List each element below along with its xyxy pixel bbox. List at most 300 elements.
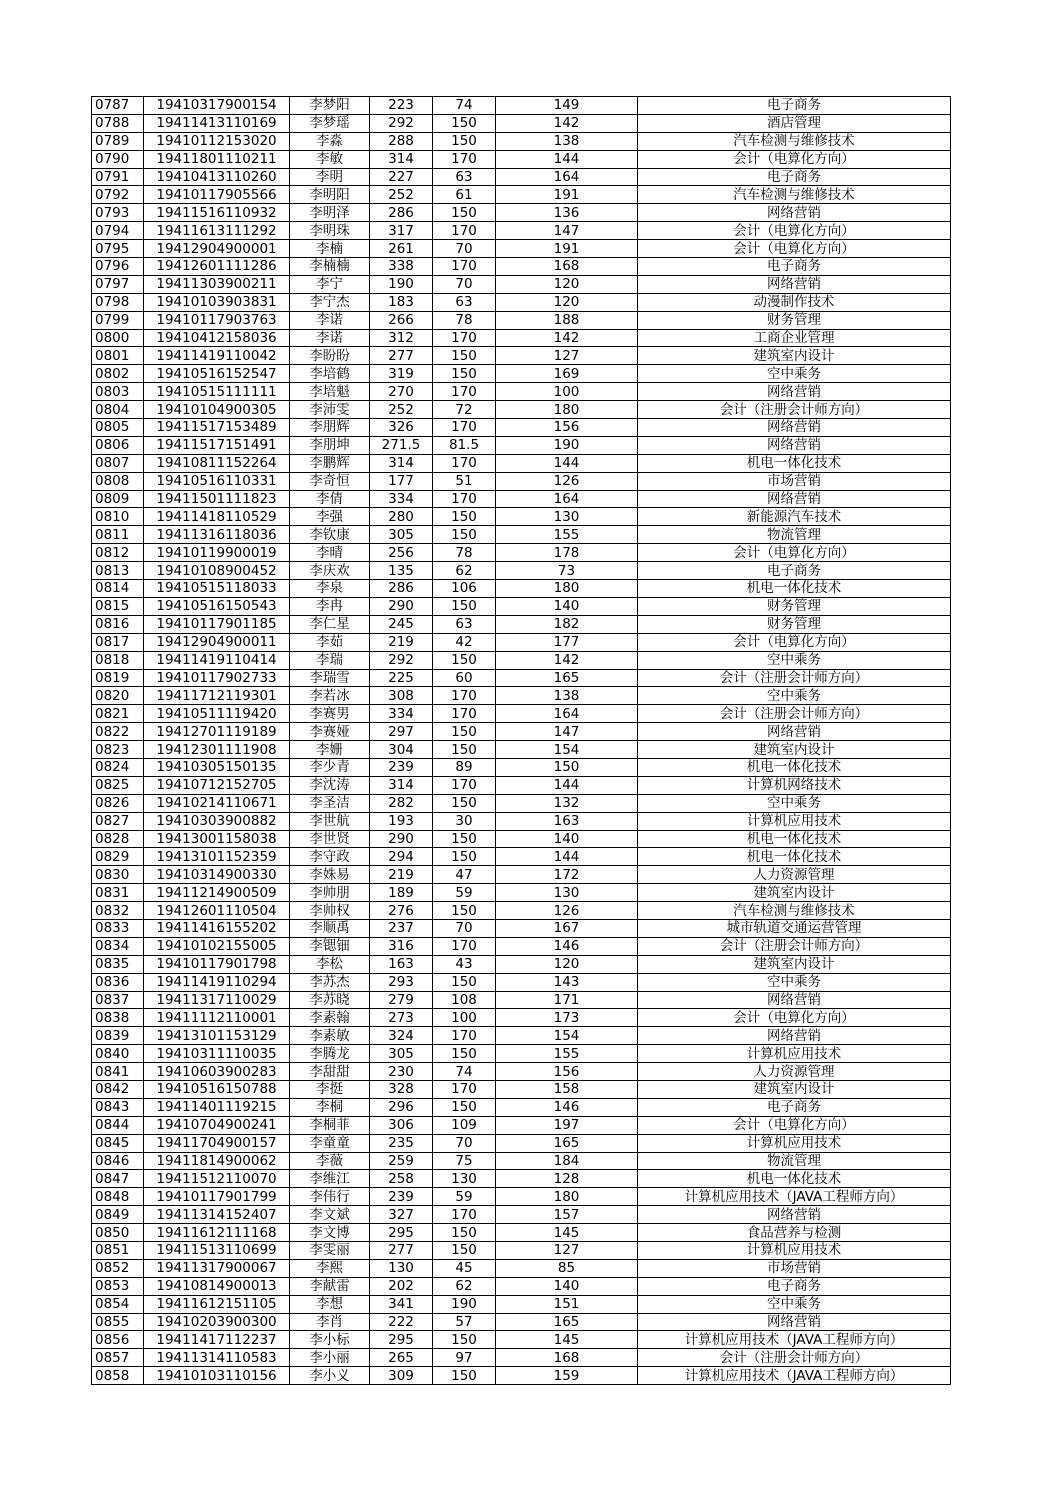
row-number-cell: 0789 xyxy=(92,132,144,150)
major-cell: 工商企业管理 xyxy=(638,329,951,347)
total-score-cell: 334 xyxy=(370,490,433,508)
row-number-cell: 0800 xyxy=(92,329,144,347)
major-cell: 财务管理 xyxy=(638,311,951,329)
row-number-cell: 0819 xyxy=(92,669,144,687)
score-a-cell: 170 xyxy=(433,490,496,508)
score-b-cell: 165 xyxy=(496,1313,638,1331)
total-score-cell: 328 xyxy=(370,1080,433,1098)
name-cell: 李庆欢 xyxy=(290,562,370,580)
name-cell: 李世贤 xyxy=(290,830,370,848)
table-row xyxy=(92,1045,951,1063)
total-score-cell: 317 xyxy=(370,222,433,240)
major-cell: 空中乘务 xyxy=(638,651,951,669)
exam-id-cell: 19410117901799 xyxy=(144,1188,290,1206)
exam-id-cell: 19411612111168 xyxy=(144,1224,290,1242)
row-number-cell: 0818 xyxy=(92,651,144,669)
name-cell: 李瑞 xyxy=(290,651,370,669)
major-cell: 汽车检测与维修技术 xyxy=(638,902,951,920)
name-cell: 李若冰 xyxy=(290,687,370,705)
table-row xyxy=(92,365,951,383)
score-b-cell: 190 xyxy=(496,436,638,454)
score-a-cell: 78 xyxy=(433,311,496,329)
score-b-cell: 147 xyxy=(496,723,638,741)
major-cell: 市场营销 xyxy=(638,472,951,490)
name-cell: 李仁星 xyxy=(290,615,370,633)
name-cell: 李小标 xyxy=(290,1331,370,1349)
score-b-cell: 167 xyxy=(496,919,638,937)
row-number-cell: 0794 xyxy=(92,222,144,240)
name-cell: 李熙 xyxy=(290,1259,370,1277)
name-cell: 李肖 xyxy=(290,1313,370,1331)
score-a-cell: 170 xyxy=(433,687,496,705)
exam-id-cell: 19410117901185 xyxy=(144,615,290,633)
exam-id-cell: 19410814900013 xyxy=(144,1277,290,1295)
total-score-cell: 256 xyxy=(370,544,433,562)
name-cell: 李盼盼 xyxy=(290,347,370,365)
name-cell: 李冉 xyxy=(290,597,370,615)
score-a-cell: 78 xyxy=(433,544,496,562)
table-row xyxy=(92,186,951,204)
major-cell: 计算机应用技术 xyxy=(638,1242,951,1260)
row-number-cell: 0847 xyxy=(92,1170,144,1188)
major-cell: 会计（注册会计师方向） xyxy=(638,937,951,955)
row-number-cell: 0803 xyxy=(92,383,144,401)
name-cell: 李松 xyxy=(290,955,370,973)
major-cell: 网络营销 xyxy=(638,1313,951,1331)
exam-id-cell: 19411517153489 xyxy=(144,419,290,437)
total-score-cell: 276 xyxy=(370,902,433,920)
table-row xyxy=(92,132,951,150)
table-row xyxy=(92,419,951,437)
name-cell: 李楠楠 xyxy=(290,258,370,276)
total-score-cell: 304 xyxy=(370,741,433,759)
exam-id-cell: 19410117902733 xyxy=(144,669,290,687)
exam-id-cell: 19410412158036 xyxy=(144,329,290,347)
name-cell: 李瑞雪 xyxy=(290,669,370,687)
row-number-cell: 0835 xyxy=(92,955,144,973)
total-score-cell: 306 xyxy=(370,1116,433,1134)
score-a-cell: 108 xyxy=(433,991,496,1009)
score-a-cell: 150 xyxy=(433,723,496,741)
total-score-cell: 261 xyxy=(370,240,433,258)
total-score-cell: 341 xyxy=(370,1295,433,1313)
major-cell: 会计（电算化方向） xyxy=(638,240,951,258)
exam-id-cell: 19411418110529 xyxy=(144,508,290,526)
major-cell: 市场营销 xyxy=(638,1259,951,1277)
name-cell: 李世航 xyxy=(290,812,370,830)
name-cell: 李童童 xyxy=(290,1134,370,1152)
total-score-cell: 265 xyxy=(370,1349,433,1367)
exam-id-cell: 19410515111111 xyxy=(144,383,290,401)
row-number-cell: 0834 xyxy=(92,937,144,955)
table-row xyxy=(92,812,951,830)
table-row xyxy=(92,758,951,776)
major-cell: 网络营销 xyxy=(638,204,951,222)
exam-id-cell: 19413101152359 xyxy=(144,848,290,866)
table-row xyxy=(92,1188,951,1206)
row-number-cell: 0790 xyxy=(92,150,144,168)
score-a-cell: 97 xyxy=(433,1349,496,1367)
row-number-cell: 0846 xyxy=(92,1152,144,1170)
score-b-cell: 126 xyxy=(496,902,638,920)
exam-id-cell: 19411112110001 xyxy=(144,1009,290,1027)
name-cell: 李泉 xyxy=(290,580,370,598)
row-number-cell: 0816 xyxy=(92,615,144,633)
name-cell: 李小义 xyxy=(290,1367,370,1385)
score-a-cell: 190 xyxy=(433,1295,496,1313)
exam-id-cell: 19411704900157 xyxy=(144,1134,290,1152)
row-number-cell: 0787 xyxy=(92,97,144,115)
exam-id-cell: 19410603900283 xyxy=(144,1063,290,1081)
row-number-cell: 0805 xyxy=(92,419,144,437)
major-cell: 城市轨道交通运营管理 xyxy=(638,919,951,937)
name-cell: 李献雷 xyxy=(290,1277,370,1295)
total-score-cell: 279 xyxy=(370,991,433,1009)
major-cell: 机电一体化技术 xyxy=(638,848,951,866)
score-a-cell: 150 xyxy=(433,347,496,365)
name-cell: 李楠 xyxy=(290,240,370,258)
total-score-cell: 135 xyxy=(370,562,433,580)
table-row xyxy=(92,633,951,651)
exam-id-cell: 19410119900019 xyxy=(144,544,290,562)
score-b-cell: 85 xyxy=(496,1259,638,1277)
total-score-cell: 252 xyxy=(370,401,433,419)
exam-id-cell: 19413101153129 xyxy=(144,1027,290,1045)
major-cell: 电子商务 xyxy=(638,258,951,276)
total-score-cell: 293 xyxy=(370,973,433,991)
exam-id-cell: 19411316118036 xyxy=(144,526,290,544)
total-score-cell: 292 xyxy=(370,114,433,132)
major-cell: 物流管理 xyxy=(638,1152,951,1170)
table-row xyxy=(92,723,951,741)
exam-id-cell: 19410516150543 xyxy=(144,597,290,615)
score-a-cell: 150 xyxy=(433,830,496,848)
table-row xyxy=(92,919,951,937)
total-score-cell: 193 xyxy=(370,812,433,830)
table-row xyxy=(92,794,951,812)
total-score-cell: 314 xyxy=(370,776,433,794)
score-a-cell: 74 xyxy=(433,97,496,115)
score-a-cell: 100 xyxy=(433,1009,496,1027)
exam-id-cell: 19410112153020 xyxy=(144,132,290,150)
exam-id-cell: 19411419110414 xyxy=(144,651,290,669)
name-cell: 李桐菲 xyxy=(290,1116,370,1134)
total-score-cell: 295 xyxy=(370,1224,433,1242)
row-number-cell: 0855 xyxy=(92,1313,144,1331)
name-cell: 李薇 xyxy=(290,1152,370,1170)
table-row xyxy=(92,669,951,687)
row-number-cell: 0844 xyxy=(92,1116,144,1134)
exam-id-cell: 19410117905566 xyxy=(144,186,290,204)
name-cell: 李明珠 xyxy=(290,222,370,240)
exam-id-cell: 19410516152547 xyxy=(144,365,290,383)
name-cell: 李挺 xyxy=(290,1080,370,1098)
total-score-cell: 305 xyxy=(370,526,433,544)
exam-id-cell: 19411214900509 xyxy=(144,884,290,902)
score-b-cell: 120 xyxy=(496,293,638,311)
score-a-cell: 150 xyxy=(433,1098,496,1116)
total-score-cell: 163 xyxy=(370,955,433,973)
total-score-cell: 334 xyxy=(370,705,433,723)
exam-id-cell: 19410314900330 xyxy=(144,866,290,884)
score-b-cell: 130 xyxy=(496,884,638,902)
exam-id-cell: 19410712152705 xyxy=(144,776,290,794)
table-row xyxy=(92,1152,951,1170)
exam-id-cell: 19411612151105 xyxy=(144,1295,290,1313)
score-a-cell: 150 xyxy=(433,902,496,920)
major-cell: 空中乘务 xyxy=(638,794,951,812)
score-a-cell: 45 xyxy=(433,1259,496,1277)
row-number-cell: 0829 xyxy=(92,848,144,866)
major-cell: 计算机网络技术 xyxy=(638,776,951,794)
total-score-cell: 326 xyxy=(370,419,433,437)
score-b-cell: 132 xyxy=(496,794,638,812)
score-b-cell: 150 xyxy=(496,758,638,776)
exam-id-cell: 19411314152407 xyxy=(144,1206,290,1224)
score-a-cell: 72 xyxy=(433,401,496,419)
major-cell: 建筑室内设计 xyxy=(638,347,951,365)
total-score-cell: 223 xyxy=(370,97,433,115)
major-cell: 会计（电算化方向） xyxy=(638,1009,951,1027)
score-a-cell: 150 xyxy=(433,848,496,866)
name-cell: 李淼 xyxy=(290,132,370,150)
score-b-cell: 180 xyxy=(496,401,638,419)
exam-id-cell: 19411801110211 xyxy=(144,150,290,168)
major-cell: 计算机应用技术 xyxy=(638,1045,951,1063)
row-number-cell: 0791 xyxy=(92,168,144,186)
exam-id-cell: 19410117901798 xyxy=(144,955,290,973)
name-cell: 李沈涛 xyxy=(290,776,370,794)
total-score-cell: 227 xyxy=(370,168,433,186)
name-cell: 李伟行 xyxy=(290,1188,370,1206)
score-a-cell: 59 xyxy=(433,1188,496,1206)
score-b-cell: 142 xyxy=(496,114,638,132)
table-row xyxy=(92,848,951,866)
table-row xyxy=(92,383,951,401)
score-a-cell: 150 xyxy=(433,597,496,615)
score-b-cell: 168 xyxy=(496,258,638,276)
row-number-cell: 0802 xyxy=(92,365,144,383)
score-b-cell: 144 xyxy=(496,150,638,168)
exam-id-cell: 19410214110671 xyxy=(144,794,290,812)
exam-id-cell: 19411416155202 xyxy=(144,919,290,937)
total-score-cell: 237 xyxy=(370,919,433,937)
major-cell: 网络营销 xyxy=(638,991,951,1009)
score-b-cell: 159 xyxy=(496,1367,638,1385)
major-cell: 空中乘务 xyxy=(638,365,951,383)
score-a-cell: 70 xyxy=(433,1134,496,1152)
row-number-cell: 0821 xyxy=(92,705,144,723)
total-score-cell: 235 xyxy=(370,1134,433,1152)
score-b-cell: 191 xyxy=(496,186,638,204)
exam-id-cell: 19410305150135 xyxy=(144,758,290,776)
exam-id-cell: 19411712119301 xyxy=(144,687,290,705)
major-cell: 网络营销 xyxy=(638,383,951,401)
score-b-cell: 146 xyxy=(496,1098,638,1116)
major-cell: 电子商务 xyxy=(638,562,951,580)
major-cell: 机电一体化技术 xyxy=(638,580,951,598)
table-row xyxy=(92,1242,951,1260)
table-row xyxy=(92,329,951,347)
table-row xyxy=(92,955,951,973)
exam-id-cell: 19412701119189 xyxy=(144,723,290,741)
name-cell: 李倩 xyxy=(290,490,370,508)
score-a-cell: 170 xyxy=(433,705,496,723)
row-number-cell: 0813 xyxy=(92,562,144,580)
score-a-cell: 170 xyxy=(433,222,496,240)
exam-id-cell: 19410117903763 xyxy=(144,311,290,329)
table-row xyxy=(92,776,951,794)
exam-id-cell: 19410413110260 xyxy=(144,168,290,186)
major-cell: 电子商务 xyxy=(638,1277,951,1295)
total-score-cell: 219 xyxy=(370,633,433,651)
row-number-cell: 0845 xyxy=(92,1134,144,1152)
exam-id-cell: 19412904900001 xyxy=(144,240,290,258)
major-cell: 汽车检测与维修技术 xyxy=(638,186,951,204)
score-b-cell: 127 xyxy=(496,1242,638,1260)
score-b-cell: 180 xyxy=(496,1188,638,1206)
table-row xyxy=(92,937,951,955)
major-cell: 会计（注册会计师方向） xyxy=(638,1349,951,1367)
total-score-cell: 324 xyxy=(370,1027,433,1045)
score-b-cell: 171 xyxy=(496,991,638,1009)
total-score-cell: 280 xyxy=(370,508,433,526)
row-number-cell: 0849 xyxy=(92,1206,144,1224)
major-cell: 计算机应用技术（JAVA工程师方向） xyxy=(638,1331,951,1349)
row-number-cell: 0808 xyxy=(92,472,144,490)
total-score-cell: 312 xyxy=(370,329,433,347)
table-row xyxy=(92,293,951,311)
row-number-cell: 0797 xyxy=(92,275,144,293)
name-cell: 李想 xyxy=(290,1295,370,1313)
score-b-cell: 197 xyxy=(496,1116,638,1134)
major-cell: 会计（注册会计师方向） xyxy=(638,401,951,419)
exam-id-cell: 19411401119215 xyxy=(144,1098,290,1116)
score-a-cell: 47 xyxy=(433,866,496,884)
score-b-cell: 149 xyxy=(496,97,638,115)
table-row xyxy=(92,973,951,991)
score-a-cell: 42 xyxy=(433,633,496,651)
name-cell: 李姗 xyxy=(290,741,370,759)
table-row xyxy=(92,347,951,365)
name-cell: 李宁 xyxy=(290,275,370,293)
name-cell: 李沛雯 xyxy=(290,401,370,419)
row-number-cell: 0839 xyxy=(92,1027,144,1045)
row-number-cell: 0830 xyxy=(92,866,144,884)
row-number-cell: 0841 xyxy=(92,1063,144,1081)
score-b-cell: 144 xyxy=(496,848,638,866)
row-number-cell: 0851 xyxy=(92,1242,144,1260)
table-row xyxy=(92,741,951,759)
exam-id-cell: 19411513110699 xyxy=(144,1242,290,1260)
total-score-cell: 239 xyxy=(370,758,433,776)
total-score-cell: 259 xyxy=(370,1152,433,1170)
score-a-cell: 170 xyxy=(433,776,496,794)
major-cell: 财务管理 xyxy=(638,615,951,633)
exam-id-cell: 19410515118033 xyxy=(144,580,290,598)
score-b-cell: 155 xyxy=(496,1045,638,1063)
name-cell: 李素敏 xyxy=(290,1027,370,1045)
table-row xyxy=(92,1206,951,1224)
total-score-cell: 305 xyxy=(370,1045,433,1063)
row-number-cell: 0852 xyxy=(92,1259,144,1277)
exam-id-cell: 19410317900154 xyxy=(144,97,290,115)
total-score-cell: 308 xyxy=(370,687,433,705)
major-cell: 新能源汽车技术 xyxy=(638,508,951,526)
table-row xyxy=(92,1098,951,1116)
score-b-cell: 130 xyxy=(496,508,638,526)
score-b-cell: 165 xyxy=(496,669,638,687)
major-cell: 空中乘务 xyxy=(638,687,951,705)
major-cell: 电子商务 xyxy=(638,1098,951,1116)
score-a-cell: 150 xyxy=(433,1331,496,1349)
exam-id-cell: 19412601110504 xyxy=(144,902,290,920)
name-cell: 李维江 xyxy=(290,1170,370,1188)
name-cell: 李强 xyxy=(290,508,370,526)
row-number-cell: 0854 xyxy=(92,1295,144,1313)
total-score-cell: 309 xyxy=(370,1367,433,1385)
row-number-cell: 0792 xyxy=(92,186,144,204)
row-number-cell: 0793 xyxy=(92,204,144,222)
major-cell: 会计（电算化方向） xyxy=(638,1116,951,1134)
score-b-cell: 191 xyxy=(496,240,638,258)
score-a-cell: 61 xyxy=(433,186,496,204)
name-cell: 李梦瑶 xyxy=(290,114,370,132)
name-cell: 李梦阳 xyxy=(290,97,370,115)
score-a-cell: 170 xyxy=(433,383,496,401)
score-b-cell: 140 xyxy=(496,597,638,615)
total-score-cell: 252 xyxy=(370,186,433,204)
score-a-cell: 63 xyxy=(433,293,496,311)
name-cell: 李帅朋 xyxy=(290,884,370,902)
score-b-cell: 157 xyxy=(496,1206,638,1224)
total-score-cell: 292 xyxy=(370,651,433,669)
score-a-cell: 170 xyxy=(433,1027,496,1045)
total-score-cell: 282 xyxy=(370,794,433,812)
row-number-cell: 0801 xyxy=(92,347,144,365)
name-cell: 李诺 xyxy=(290,329,370,347)
exam-id-cell: 19410103903831 xyxy=(144,293,290,311)
total-score-cell: 190 xyxy=(370,275,433,293)
score-b-cell: 120 xyxy=(496,275,638,293)
score-b-cell: 145 xyxy=(496,1224,638,1242)
total-score-cell: 189 xyxy=(370,884,433,902)
score-a-cell: 170 xyxy=(433,937,496,955)
row-number-cell: 0788 xyxy=(92,114,144,132)
total-score-cell: 273 xyxy=(370,1009,433,1027)
row-number-cell: 0812 xyxy=(92,544,144,562)
total-score-cell: 245 xyxy=(370,615,433,633)
name-cell: 李苏晓 xyxy=(290,991,370,1009)
total-score-cell: 219 xyxy=(370,866,433,884)
exam-id-cell: 19410103110156 xyxy=(144,1367,290,1385)
name-cell: 李桐 xyxy=(290,1098,370,1116)
score-b-cell: 154 xyxy=(496,741,638,759)
score-b-cell: 100 xyxy=(496,383,638,401)
exam-id-cell: 19410311110035 xyxy=(144,1045,290,1063)
score-a-cell: 57 xyxy=(433,1313,496,1331)
major-cell: 机电一体化技术 xyxy=(638,1170,951,1188)
score-b-cell: 127 xyxy=(496,347,638,365)
name-cell: 李奇恒 xyxy=(290,472,370,490)
total-score-cell: 266 xyxy=(370,311,433,329)
exam-id-cell: 19411814900062 xyxy=(144,1152,290,1170)
total-score-cell: 327 xyxy=(370,1206,433,1224)
table-row xyxy=(92,204,951,222)
exam-id-cell: 19410704900241 xyxy=(144,1116,290,1134)
name-cell: 李明泽 xyxy=(290,204,370,222)
name-cell: 李少青 xyxy=(290,758,370,776)
